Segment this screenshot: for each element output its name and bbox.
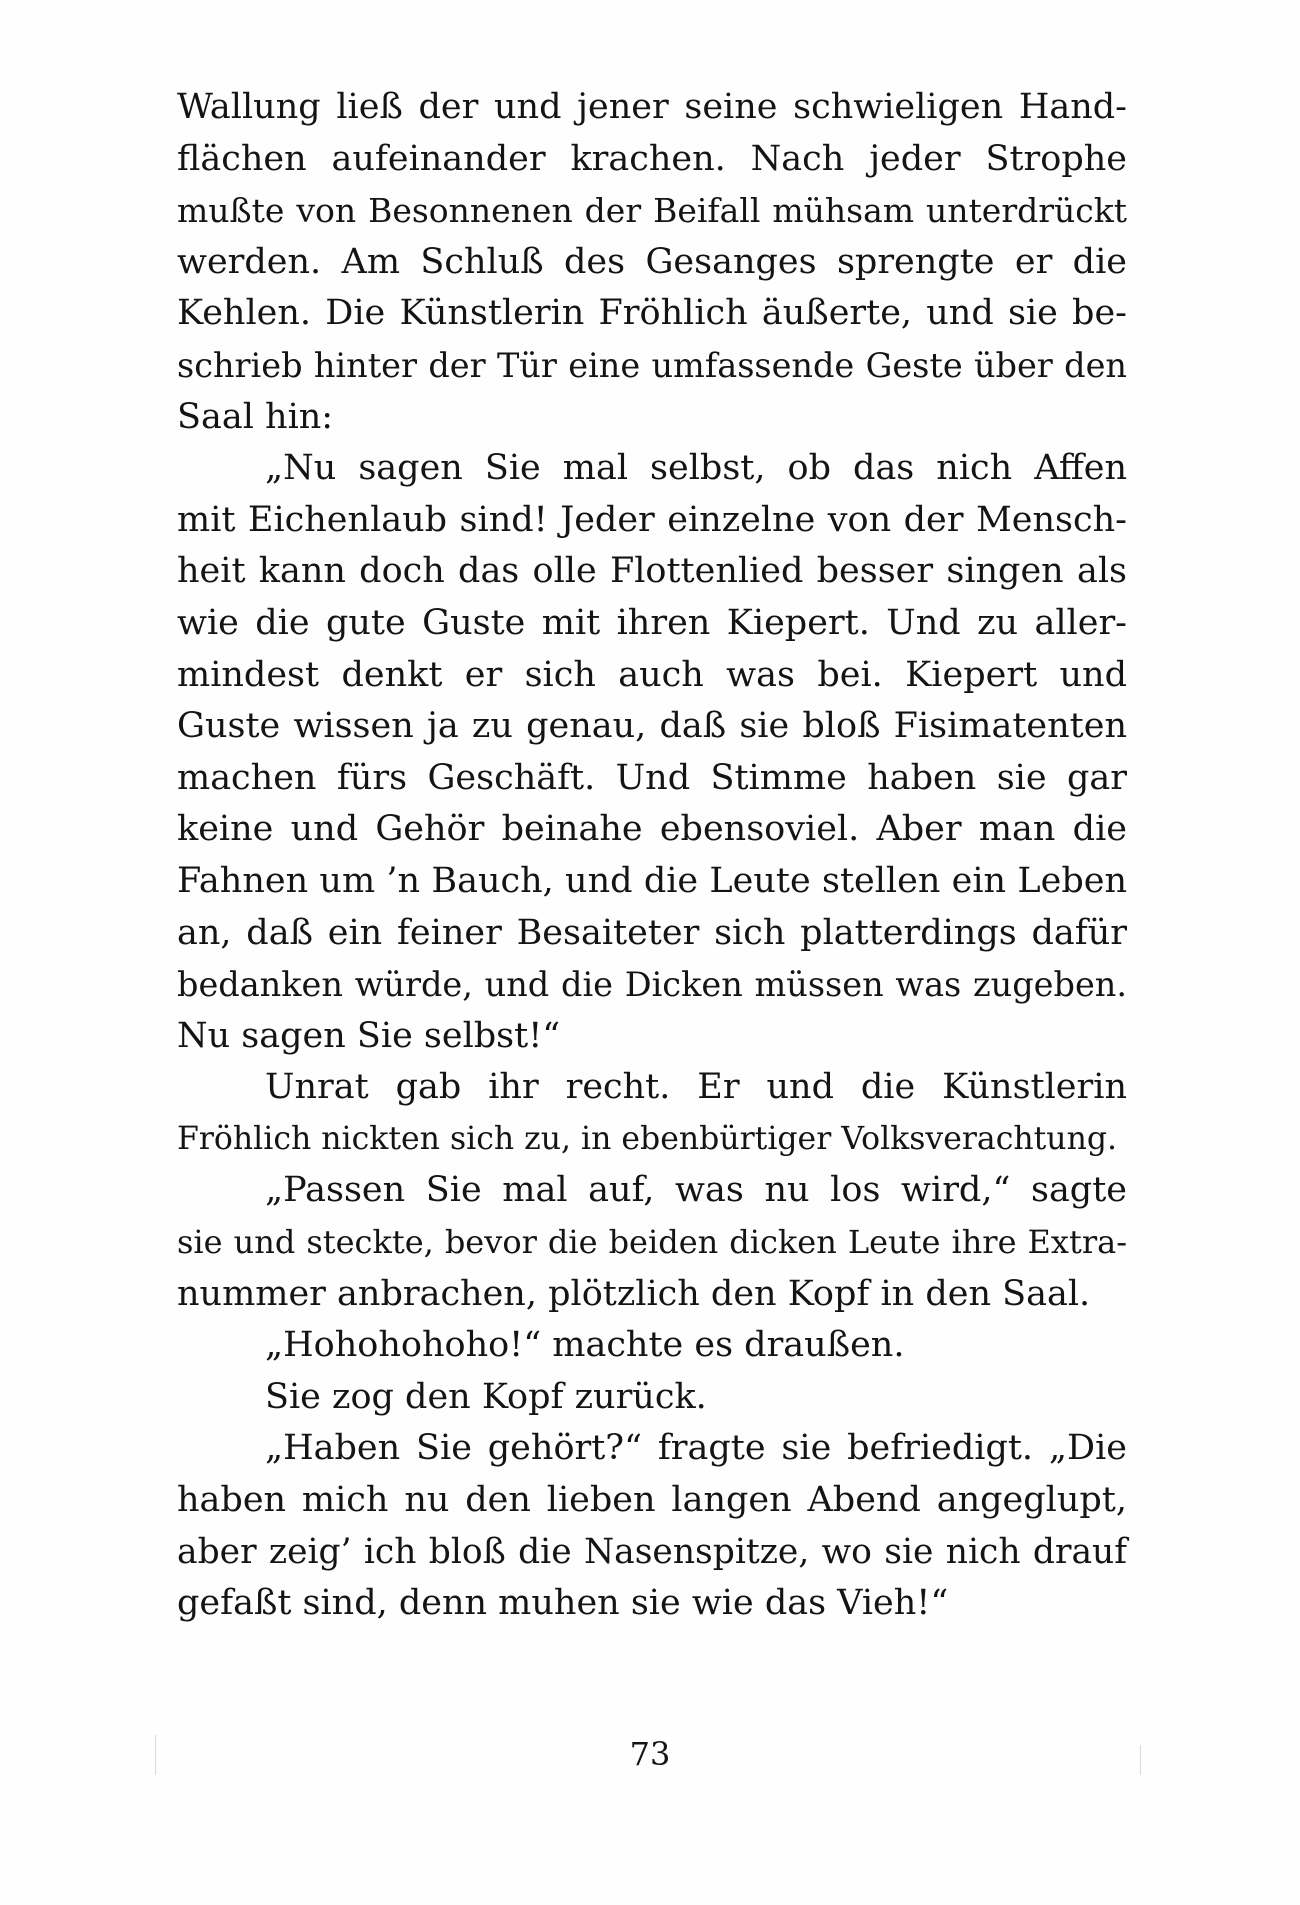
text-line-27: „Haben Sie gehört?“ fragte sie befriedigt. „Die bbox=[265, 1428, 1127, 1469]
body-text bbox=[177, 82, 1127, 1630]
text-line-19: Nu sagen Sie selbst!“ bbox=[177, 1015, 561, 1056]
text-line-10: heit kann doch das olle Flottenlied besser singen als bbox=[177, 551, 1127, 592]
text-line-18: bedanken würde, und die Dicken müssen was zugeben. bbox=[177, 965, 1127, 1005]
text-line-17: an, daß ein feiner Besaiteter sich platterdings dafür bbox=[177, 912, 1127, 953]
text-line-22: „Passen Sie mal auf, was nu los wird,“ sagte bbox=[265, 1170, 1127, 1211]
text-line-7: Saal hin: bbox=[177, 396, 334, 437]
text-line-3: mußte von Besonnenen der Beifall mühsam unterdrückt bbox=[177, 191, 1127, 231]
text-line-14: machen fürs Geschäft. Und Stimme haben sie gar bbox=[177, 757, 1127, 798]
text-line-28: haben mich nu den lieben langen Abend angeglupt, bbox=[177, 1480, 1127, 1521]
text-line-24: nummer anbrachen, plötzlich den Kopf in den Saal. bbox=[177, 1273, 1091, 1314]
text-line-16: Fahnen um ’n Bauch, und die Leute stellen ein Leben bbox=[177, 860, 1127, 901]
text-line-15: keine und Gehör beinahe ebensoviel. Aber man die bbox=[177, 809, 1127, 850]
text-line-5: Kehlen. Die Künstlerin Fröhlich äußerte, und sie be- bbox=[177, 293, 1127, 334]
text-line-20: Unrat gab ihr recht. Er und die Künstlerin bbox=[265, 1067, 1127, 1108]
text-line-12: mindest denkt er sich auch was bei. Kiepert und bbox=[177, 654, 1127, 695]
text-line-29: aber zeig’ ich bloß die Nasenspitze, wo sie nich drauf bbox=[177, 1531, 1127, 1572]
text-line-9: mit Eichenlaub sind! Jeder einzelne von der Mensch- bbox=[177, 499, 1127, 540]
text-line-11: wie die gute Guste mit ihren Kiepert. Und zu aller- bbox=[177, 602, 1127, 643]
page-number: 73 bbox=[629, 1735, 671, 1773]
text-line-21: Fröhlich nickten sich zu, in ebenbürtiger Volksverachtung. bbox=[177, 1120, 1118, 1157]
text-line-8: „Nu sagen Sie mal selbst, ob das nich Affen bbox=[265, 448, 1127, 489]
text-line-30: gefaßt sind, denn muhen sie wie das Vieh!“ bbox=[177, 1583, 949, 1624]
text-line-25: „Hohohohoho!“ machte es draußen. bbox=[265, 1325, 905, 1366]
text-line-26: Sie zog den Kopf zurück. bbox=[265, 1376, 707, 1417]
text-line-1: Wallung ließ der und jener seine schwieligen Hand- bbox=[177, 87, 1127, 127]
text-line-23: sie und steckte, bevor die beiden dicken Leute ihre Extra- bbox=[177, 1223, 1127, 1262]
text-line-13: Guste wissen ja zu genau, daß sie bloß Fisimatenten bbox=[177, 706, 1127, 747]
text-line-6: schrieb hinter der Tür eine umfassende Geste über den bbox=[177, 345, 1127, 385]
text-line-2: flächen aufeinander krachen. Nach jeder Strophe bbox=[177, 138, 1127, 179]
text-line-4: werden. Am Schluß des Gesanges sprengte er die bbox=[177, 241, 1127, 282]
